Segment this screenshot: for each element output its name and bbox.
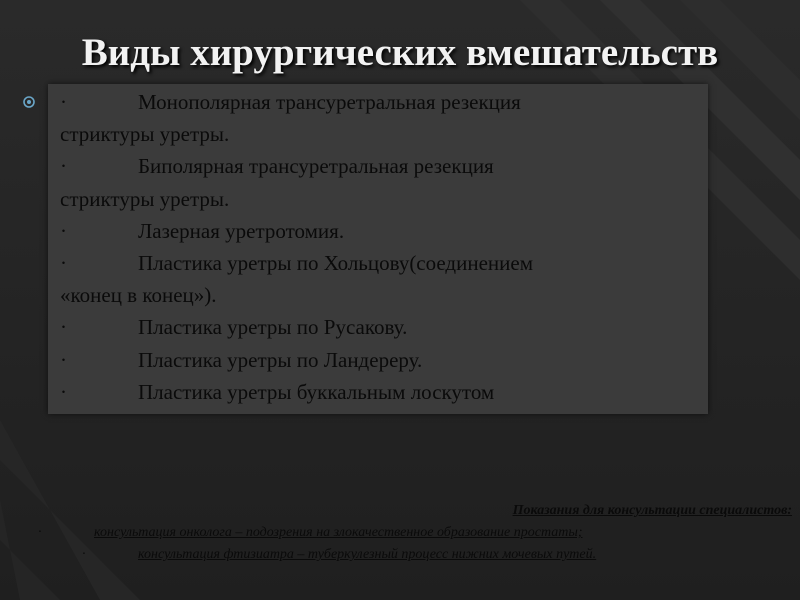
list-item bbox=[60, 311, 680, 343]
footer-heading: Показания для консультации специалистов: bbox=[512, 503, 792, 518]
note-text: консультация фтизиатра – туберкулезный процесс нижних мочевых путей. bbox=[138, 547, 597, 562]
list-item bbox=[60, 150, 680, 182]
list-item-continuation bbox=[60, 279, 680, 311]
item-text: Лазерная уретротомия. bbox=[138, 218, 345, 243]
slide-title: Виды хирургических вмешательств bbox=[81, 31, 719, 74]
list-item bbox=[60, 86, 680, 118]
bullet-dot: · bbox=[60, 218, 67, 243]
bullet-dot: · bbox=[60, 90, 67, 114]
item-text: Пластика уретры буккальным лоскутом bbox=[138, 379, 495, 404]
note-text: консультация онколога – подозрения на злокачественное образование простаты; bbox=[94, 525, 583, 540]
circle-bullet-icon bbox=[22, 95, 36, 109]
item-text: Пластика уретры по Ландереру. bbox=[138, 347, 423, 372]
list-item bbox=[60, 344, 680, 376]
procedure-list bbox=[60, 86, 680, 408]
item-text: Пластика уретры по Хольцову(соединением bbox=[138, 250, 534, 275]
list-item bbox=[60, 247, 680, 279]
bullet-dot: · bbox=[60, 379, 67, 404]
list-item bbox=[60, 376, 680, 408]
footer-note bbox=[38, 522, 583, 544]
list-item-continuation bbox=[60, 183, 680, 215]
list-item bbox=[60, 215, 680, 247]
footer-note bbox=[82, 544, 596, 566]
item-text: стриктуры уретры. bbox=[60, 186, 230, 211]
item-text: «конец в конец»). bbox=[60, 283, 217, 308]
bullet-dot: · bbox=[82, 547, 86, 562]
bullet-dot: · bbox=[60, 347, 67, 372]
bullet-dot: · bbox=[60, 154, 67, 179]
item-text: Монополярная трансуретральная резекция bbox=[138, 90, 521, 114]
bullet-dot: · bbox=[60, 250, 67, 275]
bullet-dot: · bbox=[60, 315, 67, 340]
item-text: Биполярная трансуретральная резекция bbox=[138, 154, 494, 179]
item-text: стриктуры уретры. bbox=[60, 122, 230, 147]
item-text: Пластика уретры по Русакову. bbox=[138, 315, 408, 340]
bullet-dot: · bbox=[38, 525, 42, 540]
list-item-continuation bbox=[60, 118, 680, 150]
